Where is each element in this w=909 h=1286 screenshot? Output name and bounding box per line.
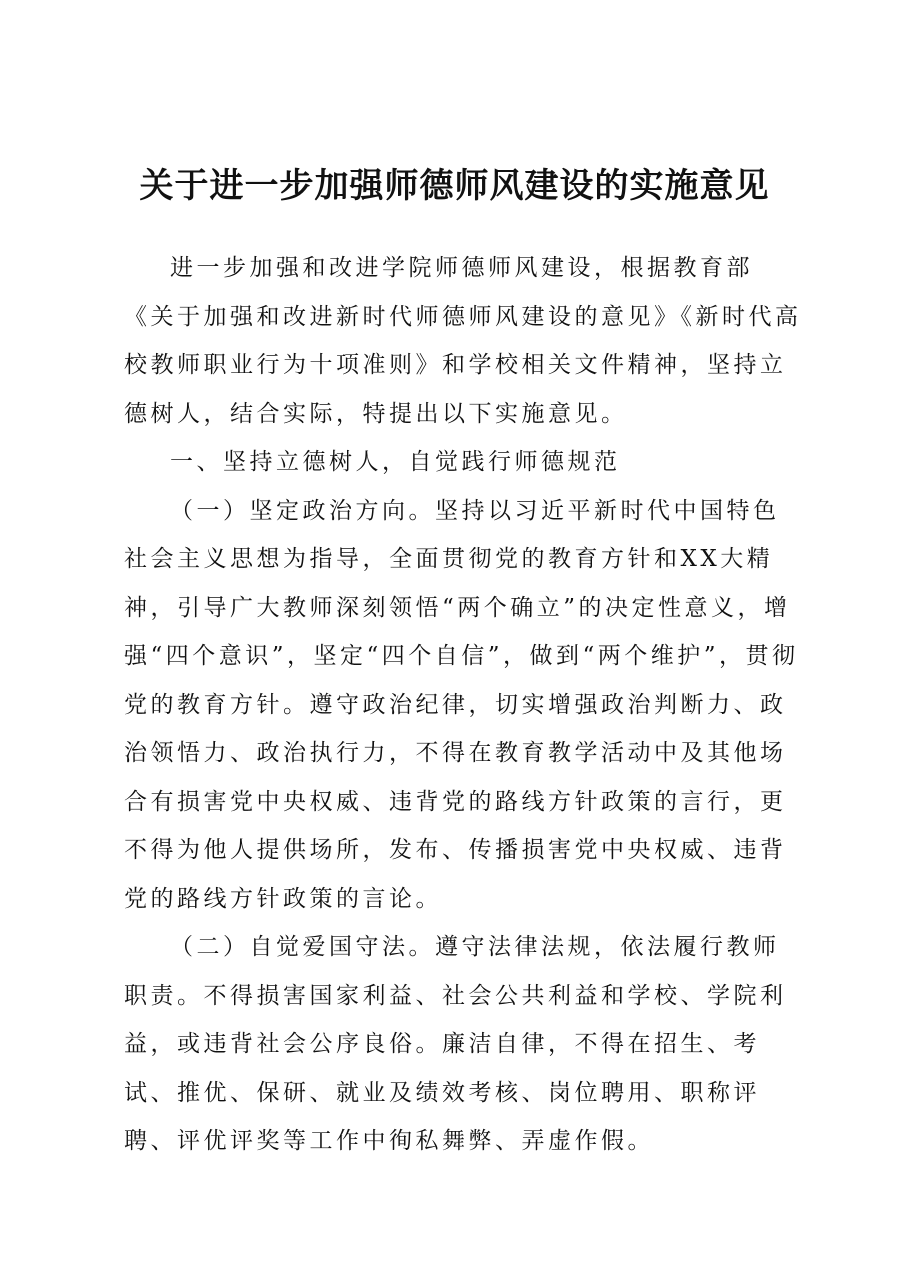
subsection-paragraph-2: （二）自觉爱国守法。遵守法律法规，依法履行教师职责。不得损害国家利益、社会公共利益和学校、学院利益，或违背社会公序良俗。廉洁自律，不得在招生、考试、推优、保研、就业及绩效考核、岗位聘用、职称评聘、评优评奖等工作中徇私舞弊、弄虚作假。 bbox=[124, 934, 787, 1154]
subsection-paragraph-1: （一）坚定政治方向。坚持以习近平新时代中国特色社会主义思想为指导，全面贯彻党的教育方针和XX大精神，引导广大教师深刻领悟“两个确立”的决定性意义，增强“四个意识”，坚定“四个自信”，做到“两个维护”，贯彻党的教育方针。遵守政治纪律，切实增强政治判断力、政治领悟力、政治执行力，不得在教育教学活动中及其他场合有损害党中央权威、违背党的路线方针政策的言行，更不得为他人提供场所，发布、传播损害党中央权威、违背党的路线方针政策的言论。 bbox=[124, 497, 799, 912]
document-body bbox=[124, 244, 804, 1166]
section-heading-1: 一、坚持立德树人，自觉践行师德规范 bbox=[170, 449, 621, 475]
intro-paragraph: 进一步加强和改进学院师德师风建设，根据教育部《关于加强和改进新时代师德师风建设的意见》《新时代高校教师职业行为十项准则》和学校相关文件精神，坚持立德树人，结合实际，特提出以下实施意见。 bbox=[124, 255, 802, 427]
document-title: 关于进一步加强师德师风建设的实施意见 bbox=[139, 166, 770, 206]
